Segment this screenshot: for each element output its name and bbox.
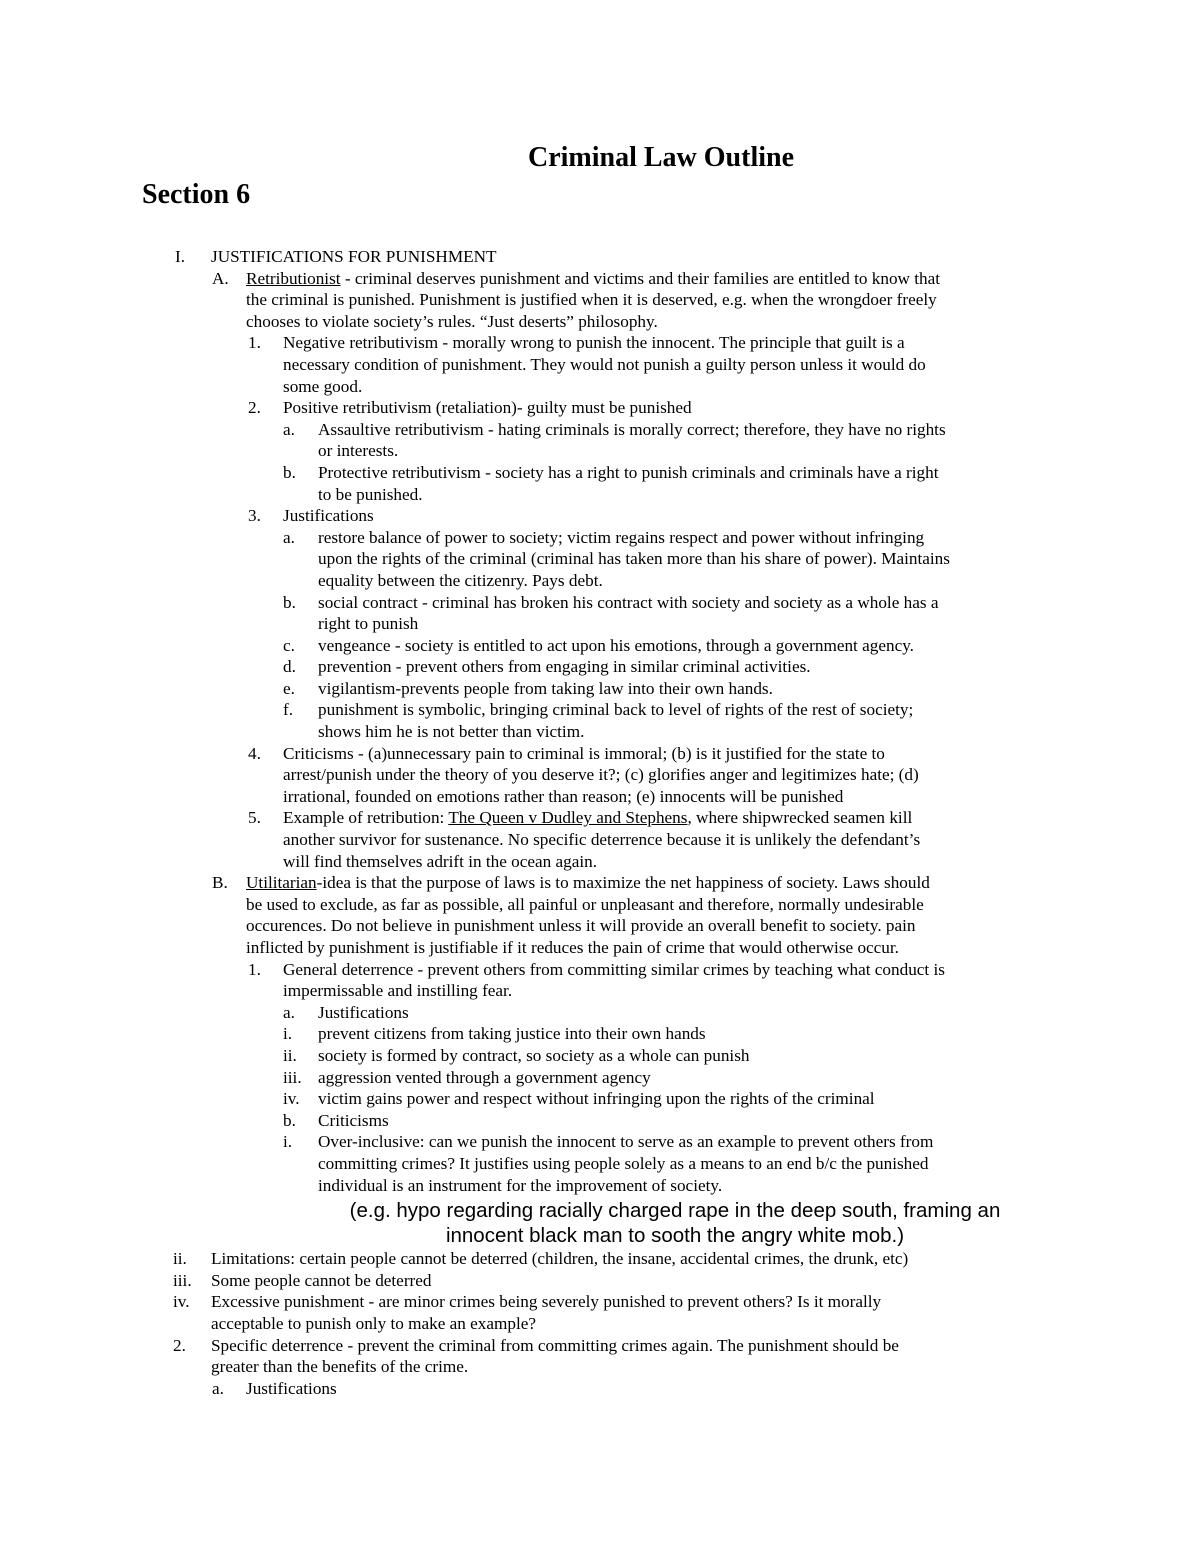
outline-line: Over-inclusive: can we punish the innocent to serve as an example to prevent others from xyxy=(318,1132,934,1152)
outline-line: Protective retributivism - society has a right to punish criminals and criminals have a right xyxy=(318,462,939,482)
outline-label: I. xyxy=(175,247,186,266)
outline-item xyxy=(0,1335,1200,1378)
outline-line: Justifications xyxy=(318,1002,409,1022)
outline-item xyxy=(0,959,1200,1002)
outline-label: 4. xyxy=(248,743,261,763)
outline-item xyxy=(0,1291,1200,1334)
outline-text: -idea is that the purpose of laws is to maximize the net happiness of society. Laws should xyxy=(316,873,930,893)
outline xyxy=(0,246,1200,1399)
outline-line: prevent citizens from taking justice into their own hands xyxy=(318,1024,706,1044)
outline-line: Excessive punishment - are minor crimes being severely punished to prevent others? Is it morally xyxy=(211,1292,882,1312)
outline-item xyxy=(0,699,1200,742)
outline-line: General deterrence - prevent others from committing similar crimes by teaching what conduct is xyxy=(283,959,945,979)
outline-line: greater than the benefits of the crime. xyxy=(211,1357,469,1377)
outline-line: upon the rights of the criminal (criminal has taken more than his share of power). Maintains xyxy=(318,549,950,569)
outline-label: iv. xyxy=(283,1089,300,1109)
outline-item xyxy=(0,397,1200,419)
outline-label: 2. xyxy=(248,398,261,418)
section-heading: Section 6 xyxy=(142,179,251,210)
outline-label: a. xyxy=(283,1002,295,1022)
outline-label: B. xyxy=(212,873,228,893)
outline-label: c. xyxy=(283,635,295,655)
outline-prefix: Example of retribution: xyxy=(283,808,449,828)
outline-item xyxy=(0,635,1200,657)
outline-item xyxy=(0,1270,1200,1292)
outline-line: will find themselves adrift in the ocean again. xyxy=(283,851,598,871)
outline-term: Utilitarian xyxy=(246,873,317,893)
outline-label: iii. xyxy=(283,1067,302,1087)
outline-line: right to punish xyxy=(318,614,419,634)
outline-label: b. xyxy=(283,1110,296,1130)
outline-label: iv. xyxy=(173,1292,190,1312)
outline-line: innocent black man to sooth the angry white mob.) xyxy=(445,1224,905,1248)
outline-line: Positive retributivism (retaliation)- guilty must be punished xyxy=(283,398,692,418)
outline-label: f. xyxy=(283,700,294,720)
outline-label: 1. xyxy=(248,333,261,353)
outline-item xyxy=(0,1045,1200,1067)
outline-label: i. xyxy=(283,1024,293,1044)
outline-label: i. xyxy=(283,1132,293,1152)
outline-line: Criticisms xyxy=(318,1110,389,1130)
outline-item xyxy=(0,246,1200,268)
outline-item xyxy=(0,1378,1200,1400)
outline-line: social contract - criminal has broken his contract with society and society as a whole has a xyxy=(318,592,939,612)
outline-line: impermissable and instilling fear. xyxy=(283,981,513,1001)
outline-item xyxy=(0,656,1200,678)
outline-line: be used to exclude, as far as possible, all painful or unpleasant and therefore, normally undesirable xyxy=(246,894,924,914)
outline-line: society is formed by contract, so society as a whole can punish xyxy=(318,1045,750,1065)
outline-line: the criminal is punished. Punishment is justified when it is deserved, e.g. when the wrongdoer freely xyxy=(246,290,937,310)
outline-line: Assaultive retributivism - hating criminals is morally correct; therefore, they have no rights xyxy=(318,419,946,439)
outline-line: Justifications xyxy=(283,506,374,526)
outline-line: some good. xyxy=(283,376,363,396)
outline-label: a. xyxy=(283,527,295,547)
outline-label: 3. xyxy=(248,506,261,526)
outline-line: aggression vented through a government agency xyxy=(318,1067,651,1087)
outline-item xyxy=(0,332,1200,397)
outline-line: equality between the citizenry. Pays debt. xyxy=(318,570,603,590)
outline-label: A. xyxy=(212,268,229,288)
page-title: Criminal Law Outline xyxy=(528,142,795,173)
outline-item xyxy=(0,1110,1200,1132)
outline-line: Justifications xyxy=(246,1378,337,1398)
outline-line xyxy=(246,268,1200,290)
outline-line: vengeance - society is entitled to act upon his emotions, through a government agency. xyxy=(318,635,914,655)
outline-label: iii. xyxy=(173,1270,192,1290)
outline-line: acceptable to punish only to make an example? xyxy=(211,1313,537,1333)
outline-line: restore balance of power to society; victim regains respect and power without infringing xyxy=(318,527,925,547)
outline-line: another survivor for sustenance. No specific deterrence because it is unlikely the defendant’s xyxy=(283,830,921,850)
outline-line: Some people cannot be deterred xyxy=(211,1270,432,1290)
outline-line: inflicted by punishment is justifiable if it reduces the pain of crime that would otherwise occur. xyxy=(246,938,899,957)
outline-label: 5. xyxy=(248,808,261,828)
outline-line: vigilantism-prevents people from taking law into their own hands. xyxy=(318,678,773,698)
outline-line: (e.g. hypo regarding racially charged rape in the deep south, framing an xyxy=(349,1199,1001,1223)
outline-item xyxy=(0,872,1200,958)
outline-item xyxy=(0,419,1200,462)
outline-label: ii. xyxy=(173,1249,187,1269)
outline-line: Criticisms - (a)unnecessary pain to criminal is immoral; (b) is it justified for the state to xyxy=(283,743,885,763)
outline-term: The Queen v Dudley and Stephens xyxy=(448,808,688,828)
outline-line: prevention - prevent others from engaging in similar criminal activities. xyxy=(318,657,811,677)
outline-line: JUSTIFICATIONS FOR PUNISHMENT xyxy=(211,247,497,266)
outline-item xyxy=(0,678,1200,700)
outline-line: to be punished. xyxy=(318,484,423,504)
outline-text: , where shipwrecked seamen kill xyxy=(687,808,913,828)
outline-line: individual is an instrument for the improvement of society. xyxy=(318,1175,723,1195)
outline-line xyxy=(246,872,1200,894)
outline-item xyxy=(0,592,1200,635)
outline-line: irrational, founded on emotions rather than reason; (e) innocents will be punished xyxy=(283,786,844,806)
outline-line: chooses to violate society’s rules. “Just deserts” philosophy. xyxy=(246,311,658,331)
outline-line: occurences. Do not believe in punishment unless it will provide an overall benefit to society. pain xyxy=(246,916,916,936)
outline-label: ii. xyxy=(283,1045,297,1065)
outline-item xyxy=(0,462,1200,505)
outline-item xyxy=(0,1088,1200,1110)
outline-label: d. xyxy=(283,657,296,677)
outline-line: shows him he is not better than victim. xyxy=(318,722,585,742)
outline-label: e. xyxy=(283,678,295,698)
outline-item xyxy=(0,505,1200,527)
outline-line: necessary condition of punishment. They would not punish a guilty person unless it would do xyxy=(283,354,926,374)
outline-line: Negative retributivism - morally wrong to punish the innocent. The principle that guilt is a xyxy=(283,333,905,353)
outline-label: 1. xyxy=(248,959,261,979)
outline-text: - criminal deserves punishment and victims and their families are entitled to know that xyxy=(340,268,941,288)
outline-item xyxy=(0,1198,1200,1248)
outline-label: a. xyxy=(212,1378,224,1398)
outline-item xyxy=(0,1131,1200,1196)
outline-label: b. xyxy=(283,462,296,482)
outline-item xyxy=(0,268,1200,333)
outline-label: b. xyxy=(283,592,296,612)
outline-line: or interests. xyxy=(318,441,399,461)
outline-line: arrest/punish under the theory of you deserve it?; (c) glorifies anger and legitimizes hate; (d) xyxy=(283,765,919,785)
outline-term: Retributionist xyxy=(246,268,341,288)
outline-item xyxy=(0,1023,1200,1045)
outline-item xyxy=(0,1248,1200,1270)
outline-item xyxy=(0,807,1200,872)
outline-label: a. xyxy=(283,419,295,439)
outline-line: Limitations: certain people cannot be deterred (children, the insane, accidental crimes, the drunk, etc) xyxy=(211,1249,909,1269)
outline-line: punishment is symbolic, bringing criminal back to level of rights of the rest of society; xyxy=(318,700,914,720)
outline-line xyxy=(283,807,1200,829)
outline-item xyxy=(0,1067,1200,1089)
outline-item xyxy=(0,743,1200,808)
outline-item xyxy=(0,1002,1200,1024)
outline-line: Specific deterrence - prevent the criminal from committing crimes again. The punishment should be xyxy=(211,1335,899,1355)
outline-line: committing crimes? It justifies using people solely as a means to an end b/c the punished xyxy=(318,1153,929,1173)
outline-item xyxy=(0,527,1200,592)
outline-line: victim gains power and respect without infringing upon the rights of the criminal xyxy=(318,1089,875,1109)
outline-label: 2. xyxy=(173,1335,186,1355)
